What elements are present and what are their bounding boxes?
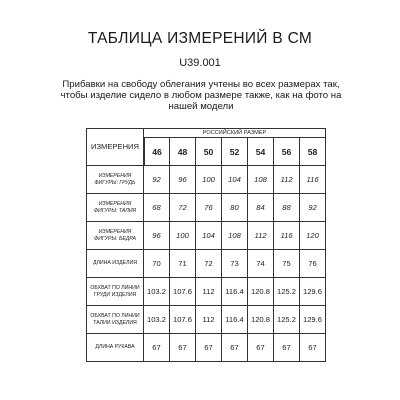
table-cell: 112 <box>196 278 222 306</box>
table-cell: 107.6 <box>170 278 196 306</box>
table-cell: 100 <box>170 222 196 250</box>
table-cell: 116 <box>274 222 300 250</box>
row-label: ДЛИНА ИЗДЕЛИЯ <box>86 250 144 278</box>
table-cell: 125.2 <box>274 306 300 334</box>
table-cell: 84 <box>248 194 274 222</box>
table-cell: 129.6 <box>300 306 326 334</box>
table-row <box>86 222 326 250</box>
table-cell: 116 <box>300 166 326 194</box>
table-cell: 107.6 <box>170 306 196 334</box>
table-cell: 120.8 <box>248 278 274 306</box>
table-row <box>86 306 326 334</box>
row-label: ИЗМЕРЕНИЯ ФИГУРЫ: ГРУДЬ <box>86 166 144 194</box>
table-cell: 67 <box>248 334 274 362</box>
table-cell: 73 <box>222 250 248 278</box>
corner-label: ИЗМЕРЕНИЯ <box>86 128 144 166</box>
table-cell: 112 <box>196 306 222 334</box>
table-cell: 116.4 <box>222 306 248 334</box>
table-cell: 70 <box>144 250 170 278</box>
table-cell: 72 <box>170 194 196 222</box>
product-code: U39.001 <box>179 57 221 69</box>
table-cell: 108 <box>222 222 248 250</box>
table-cell: 92 <box>300 194 326 222</box>
size-header: 52 <box>222 138 248 166</box>
row-label: ДЛИНА РУКАВА <box>86 334 144 362</box>
table-row <box>86 278 326 306</box>
size-header: 46 <box>144 138 170 166</box>
table-cell: 67 <box>300 334 326 362</box>
table-row <box>86 194 326 222</box>
table-cell: 74 <box>248 250 274 278</box>
table-cell: 96 <box>144 222 170 250</box>
table-cell: 104 <box>196 222 222 250</box>
table-cell: 67 <box>196 334 222 362</box>
size-header: 54 <box>248 138 274 166</box>
size-header: 58 <box>300 138 326 166</box>
table-cell: 112 <box>274 166 300 194</box>
table-cell: 67 <box>144 334 170 362</box>
table-cell: 67 <box>274 334 300 362</box>
row-label: ОБХВАТ ПО ЛИНИИ ТАЛИИ ИЗДЕЛИЯ <box>86 306 144 334</box>
size-header: 56 <box>274 138 300 166</box>
table-cell: 120.8 <box>248 306 274 334</box>
row-label: ИЗМЕРЕНИЯ ФИГУРЫ: БЕДРА <box>86 222 144 250</box>
table-cell: 92 <box>144 166 170 194</box>
header-group-row <box>86 128 326 138</box>
table-cell: 104 <box>222 166 248 194</box>
table-cell: 68 <box>144 194 170 222</box>
table-cell: 67 <box>170 334 196 362</box>
row-label: ОБХВАТ ПО ЛИНИИ ГРУДИ ИЗДЕЛИЯ <box>86 278 144 306</box>
table-cell: 116.4 <box>222 278 248 306</box>
table-cell: 100 <box>196 166 222 194</box>
table-cell: 103.2 <box>144 278 170 306</box>
table-cell: 88 <box>274 194 300 222</box>
table-cell: 67 <box>222 334 248 362</box>
size-header: 48 <box>170 138 196 166</box>
table-cell: 75 <box>274 250 300 278</box>
size-group-label: РОССИЙСКИЙ РАЗМЕР <box>144 128 326 138</box>
table-cell: 112 <box>248 222 274 250</box>
table-cell: 76 <box>300 250 326 278</box>
table-row <box>86 250 326 278</box>
table-cell: 120 <box>300 222 326 250</box>
fit-note: Прибавки на свободу облегания учтены во всех размерах так, чтобы изделие сидело в любом размере также, как на фото на нашей модели <box>60 79 342 112</box>
table-cell: 80 <box>222 194 248 222</box>
table-cell: 76 <box>196 194 222 222</box>
size-header: 50 <box>196 138 222 166</box>
table-cell: 71 <box>170 250 196 278</box>
row-label: ИЗМЕРЕНИЯ ФИГУРЫ: ТАЛИЯ <box>86 194 144 222</box>
table-cell: 129.6 <box>300 278 326 306</box>
table-cell: 125.2 <box>274 278 300 306</box>
table-cell: 103.2 <box>144 306 170 334</box>
table-row <box>86 334 326 362</box>
table-cell: 72 <box>196 250 222 278</box>
size-table <box>86 128 326 362</box>
page-title: ТАБЛИЦА ИЗМЕРЕНИЙ В СМ <box>87 30 313 47</box>
table-cell: 108 <box>248 166 274 194</box>
table-cell: 96 <box>170 166 196 194</box>
table-row <box>86 166 326 194</box>
